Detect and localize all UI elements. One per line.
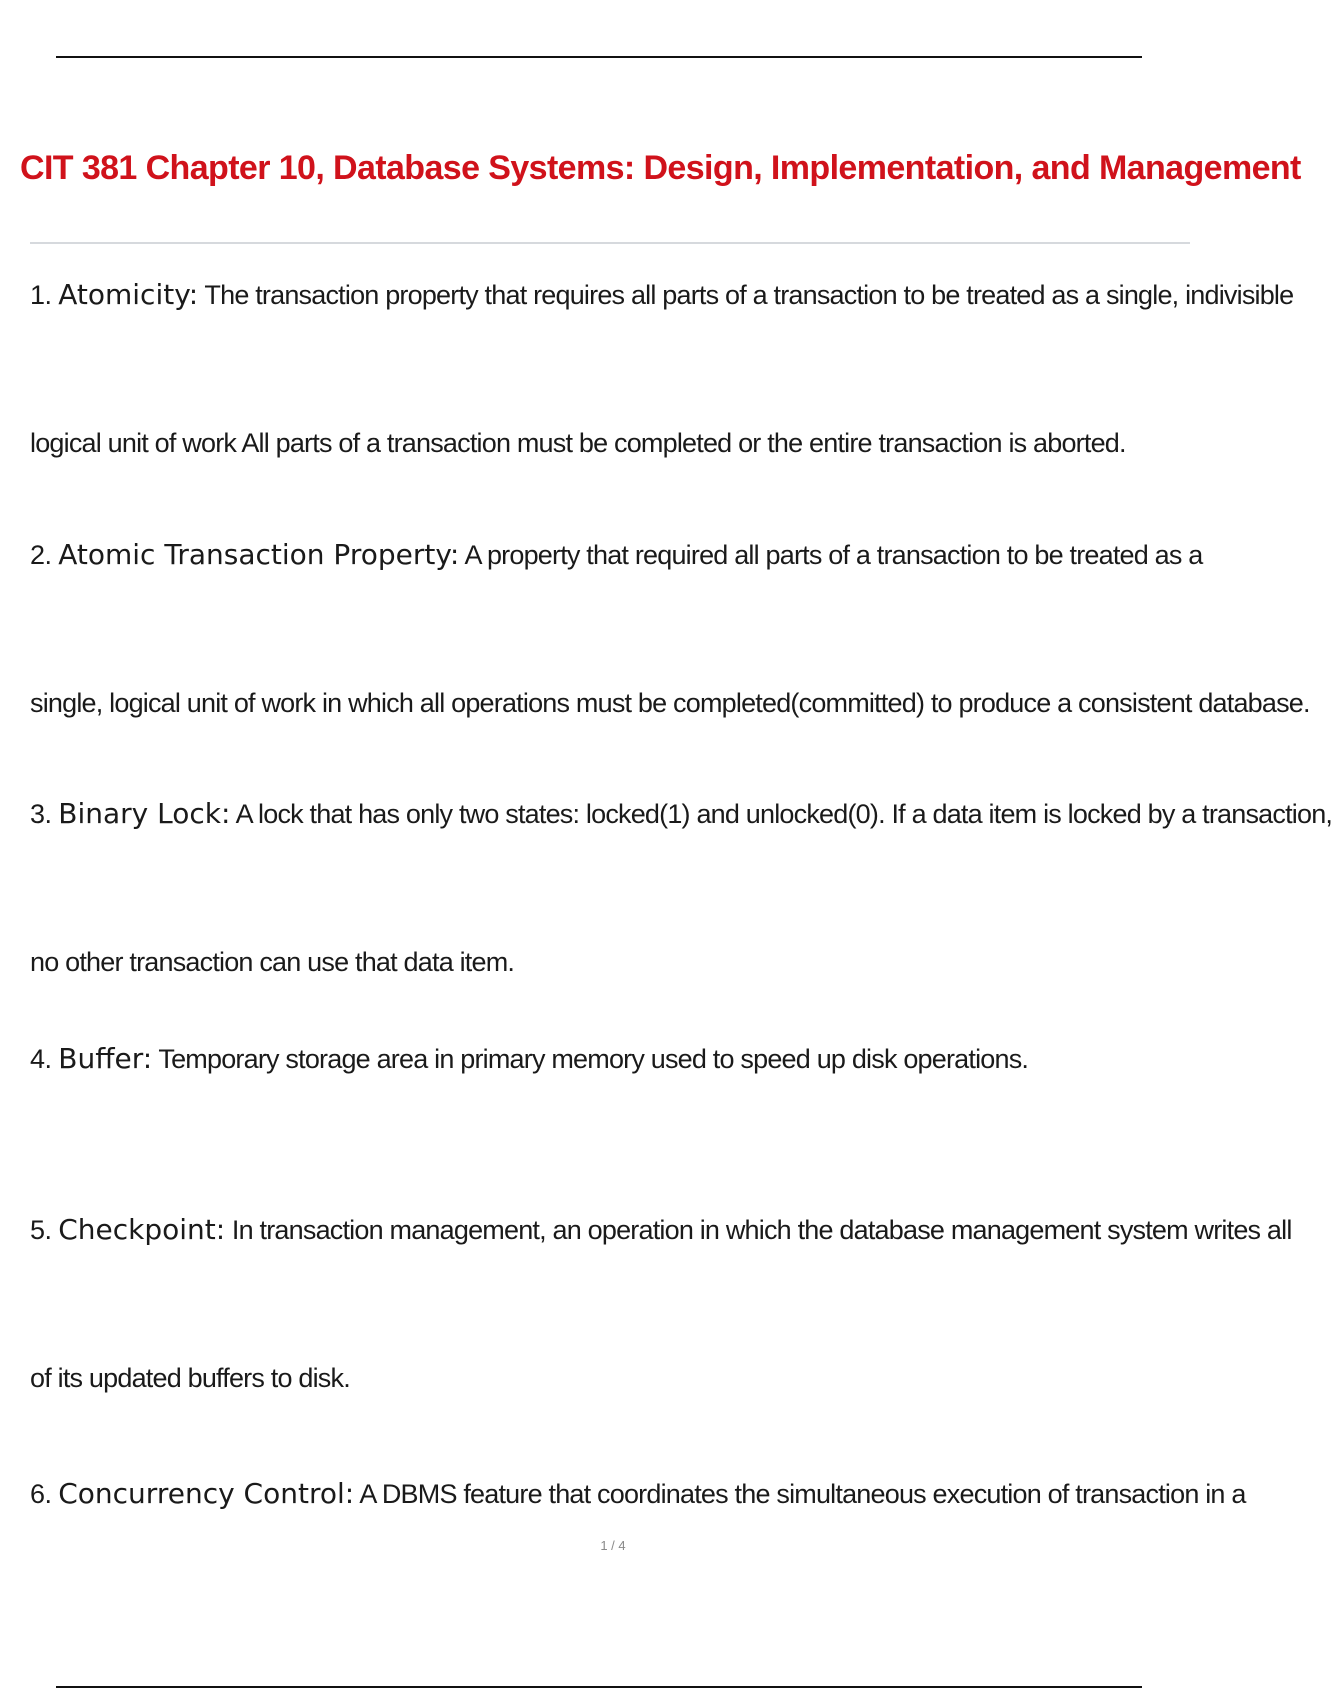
entry-3-definition-line2: no other transaction can use that data item.: [30, 947, 515, 977]
page-indicator: 1 / 4: [600, 1538, 626, 1553]
entry-3-number: 3.: [30, 799, 52, 829]
bottom-rule: [56, 1686, 1142, 1688]
entry-2-number: 2.: [30, 540, 52, 570]
entry-1-definition-line1: The transaction property that requires all parts of a transaction to be treated as a single, indivisible: [204, 280, 1294, 310]
entry-1-number: 1.: [30, 280, 52, 310]
entry-5-term: Checkpoint:: [58, 1213, 226, 1246]
title-divider: [30, 242, 1190, 244]
entry-5-definition-line2: of its updated buffers to disk.: [30, 1363, 350, 1393]
entry-1-term: Atomicity:: [58, 278, 199, 311]
entry-6-definition-line1: A DBMS feature that coordinates the simultaneous execution of transaction in a: [359, 1479, 1246, 1509]
entry-5-definition-line1: In transaction management, an operation in which the database management system writes all: [231, 1215, 1292, 1245]
entry-6-number: 6.: [30, 1479, 52, 1509]
entry-1-first-line: [30, 277, 1294, 313]
entry-2-first-line: [30, 537, 1203, 573]
entry-2-definition-line2: single, logical unit of work in which all operations must be completed(committed) to produce a consistent database.: [30, 688, 1310, 718]
entry-4-number: 4.: [30, 1044, 52, 1074]
entry-2-definition-line1: A property that required all parts of a transaction to be treated as a: [464, 540, 1203, 570]
document-title: CIT 381 Chapter 10, Database Systems: Design, Implementation, and Management: [20, 149, 1301, 187]
entry-6-first-line: [30, 1476, 1246, 1512]
top-rule: [56, 56, 1142, 58]
entry-5-first-line: [30, 1212, 1292, 1248]
entry-5-number: 5.: [30, 1215, 52, 1245]
entry-4-first-line: [30, 1041, 1200, 1077]
entry-3-definition-line1: A lock that has only two states: locked(1) and unlocked(0). If a data item is locked by a transaction,: [235, 799, 1332, 829]
entry-4-term: Buffer:: [58, 1042, 153, 1075]
entry-1-definition-line2: logical unit of work All parts of a transaction must be completed or the entire transaction is aborted.: [30, 428, 1126, 458]
entry-3-first-line: [30, 796, 1332, 832]
entry-6-term: Concurrency Control:: [58, 1477, 355, 1510]
entry-3-term: Binary Lock:: [58, 797, 231, 830]
entry-2-term: Atomic Transaction Property:: [58, 538, 460, 571]
entry-4-definition-line1: Temporary storage area in primary memory used to speed up disk operations.: [158, 1044, 1029, 1074]
